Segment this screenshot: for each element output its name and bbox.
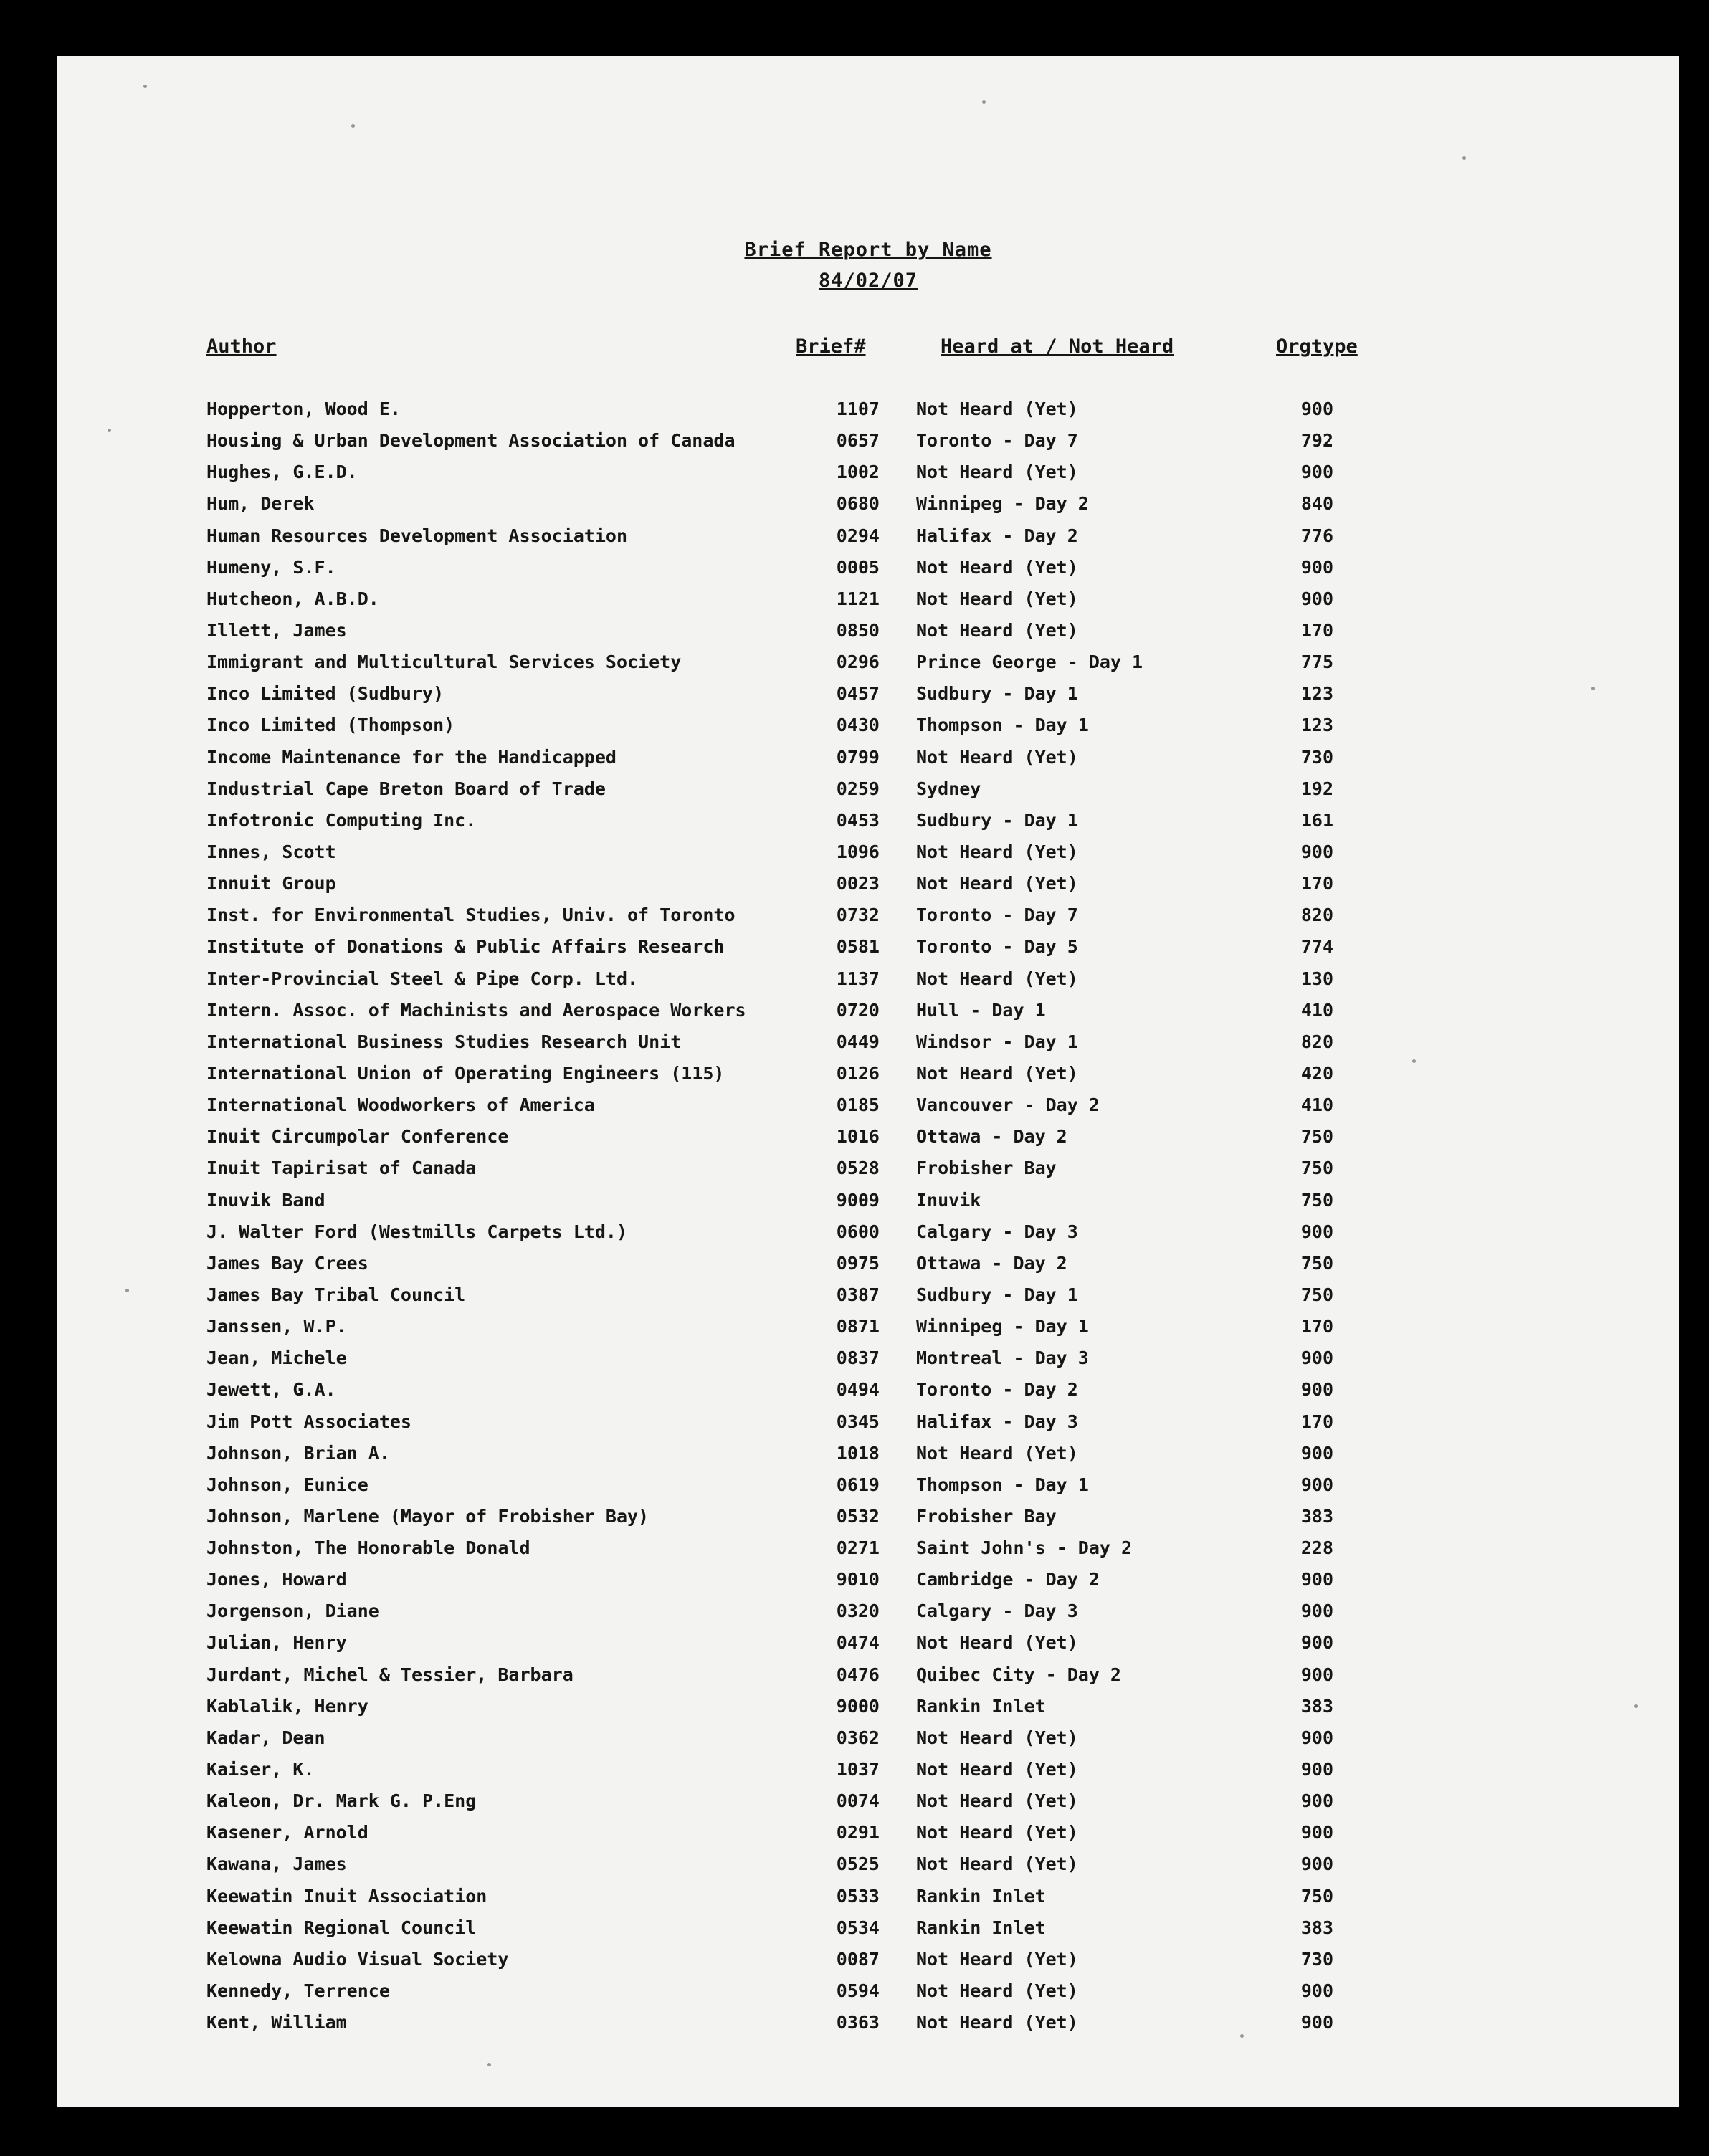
brief-number-cell: 0850 xyxy=(836,619,880,641)
author-cell: Inter-Provincial Steel & Pipe Corp. Ltd. xyxy=(206,968,639,989)
brief-number-cell: 0525 xyxy=(836,1854,880,1875)
author-cell: Jurdant, Michel & Tessier, Barbara xyxy=(206,1664,573,1685)
heard-location-cell: Not Heard (Yet) xyxy=(916,1442,1078,1464)
noise-speck xyxy=(1462,156,1466,160)
table-row xyxy=(57,1912,1679,1943)
table-row xyxy=(57,2006,1679,2038)
heard-location-cell: Frobisher Bay xyxy=(916,1505,1057,1527)
brief-number-cell: 0087 xyxy=(836,1948,880,1970)
brief-number-cell: 0457 xyxy=(836,683,880,705)
orgtype-cell: 192 xyxy=(1300,778,1333,799)
heard-location-cell: Not Heard (Yet) xyxy=(916,1980,1078,2002)
table-row xyxy=(57,1089,1679,1120)
table-row xyxy=(57,1216,1679,1247)
orgtype-cell: 170 xyxy=(1300,1411,1333,1432)
heard-location-cell: Not Heard (Yet) xyxy=(916,1632,1078,1654)
heard-location-cell: Not Heard (Yet) xyxy=(916,399,1078,419)
heard-location-cell: Calgary - Day 3 xyxy=(916,1601,1078,1622)
orgtype-cell: 730 xyxy=(1300,1948,1333,1970)
brief-number-cell: 0657 xyxy=(836,430,880,452)
brief-number-cell: 0533 xyxy=(836,1885,880,1907)
table-row xyxy=(57,1184,1679,1216)
table-row xyxy=(57,424,1679,456)
brief-number-cell: 0320 xyxy=(836,1601,880,1622)
author-cell: International Woodworkers of America xyxy=(206,1094,595,1116)
orgtype-cell: 228 xyxy=(1300,1537,1333,1559)
brief-number-cell: 1002 xyxy=(836,462,880,483)
brief-number-cell: 0594 xyxy=(836,1980,880,2002)
table-row xyxy=(57,456,1679,487)
orgtype-cell: 750 xyxy=(1300,1885,1333,1907)
table-row xyxy=(57,1626,1679,1658)
orgtype-cell: 750 xyxy=(1300,1284,1333,1305)
heard-location-cell: Winnipeg - Day 1 xyxy=(916,1316,1089,1337)
heard-location-cell: Montreal - Day 3 xyxy=(916,1348,1089,1369)
table-row xyxy=(57,1532,1679,1563)
brief-number-cell: 0532 xyxy=(836,1505,880,1527)
heard-location-cell: Not Heard (Yet) xyxy=(916,1727,1078,1748)
brief-number-cell: 0363 xyxy=(836,2012,880,2033)
orgtype-cell: 900 xyxy=(1300,1854,1333,1875)
heard-location-cell: Not Heard (Yet) xyxy=(916,1822,1078,1843)
orgtype-cell: 900 xyxy=(1300,1348,1333,1369)
author-cell: Keewatin Regional Council xyxy=(206,1917,477,1938)
brief-list xyxy=(57,393,1679,2038)
brief-number-cell: 0837 xyxy=(836,1348,880,1369)
author-cell: Jim Pott Associates xyxy=(206,1411,411,1432)
heard-location-cell: Halifax - Day 3 xyxy=(916,1411,1078,1432)
orgtype-cell: 900 xyxy=(1300,1632,1333,1654)
brief-number-cell: 0185 xyxy=(836,1094,880,1116)
orgtype-cell: 123 xyxy=(1300,715,1333,736)
table-row xyxy=(57,963,1679,994)
author-cell: Innuit Group xyxy=(206,873,336,895)
table-row xyxy=(57,1975,1679,2006)
brief-number-cell: 1016 xyxy=(836,1126,880,1148)
brief-number-cell: 0387 xyxy=(836,1284,880,1305)
author-cell: Illett, James xyxy=(206,619,347,641)
brief-number-cell: 0975 xyxy=(836,1252,880,1274)
orgtype-cell: 900 xyxy=(1300,1790,1333,1812)
heard-location-cell: Not Heard (Yet) xyxy=(916,588,1078,609)
orgtype-cell: 840 xyxy=(1300,493,1333,515)
orgtype-cell: 900 xyxy=(1300,556,1333,578)
table-row xyxy=(57,804,1679,836)
author-cell: Inuit Circumpolar Conference xyxy=(206,1126,509,1148)
heard-location-cell: Not Heard (Yet) xyxy=(916,556,1078,578)
table-row xyxy=(57,1690,1679,1722)
author-cell: Johnson, Eunice xyxy=(206,1474,368,1495)
author-cell: Jones, Howard xyxy=(206,1569,347,1590)
heard-location-cell: Not Heard (Yet) xyxy=(916,746,1078,768)
heard-location-cell: Not Heard (Yet) xyxy=(916,1790,1078,1812)
heard-location-cell: Not Heard (Yet) xyxy=(916,873,1078,895)
document-page xyxy=(57,56,1679,2107)
table-row xyxy=(57,551,1679,583)
orgtype-cell: 900 xyxy=(1300,1822,1333,1843)
heard-location-cell: Rankin Inlet xyxy=(916,1885,1046,1907)
table-row xyxy=(57,1120,1679,1152)
table-row xyxy=(57,1406,1679,1437)
table-row xyxy=(57,1659,1679,1690)
author-cell: Hopperton, Wood E. xyxy=(206,399,401,419)
orgtype-cell: 750 xyxy=(1300,1158,1333,1179)
brief-number-cell: 0494 xyxy=(836,1379,880,1401)
heard-location-cell: Not Heard (Yet) xyxy=(916,1948,1078,1970)
brief-number-cell: 0732 xyxy=(836,905,880,926)
author-cell: Income Maintenance for the Handicapped xyxy=(206,746,617,768)
brief-number-cell: 1018 xyxy=(836,1442,880,1464)
orgtype-cell: 730 xyxy=(1300,746,1333,768)
heard-location-cell: Saint John's - Day 2 xyxy=(916,1537,1133,1559)
heard-location-cell: Cambridge - Day 2 xyxy=(916,1569,1100,1590)
table-row xyxy=(57,1247,1679,1279)
table-row xyxy=(57,614,1679,646)
author-cell: Inuit Tapirisat of Canada xyxy=(206,1158,477,1179)
heard-location-cell: Toronto - Day 5 xyxy=(916,936,1078,958)
table-row xyxy=(57,1500,1679,1532)
heard-location-cell: Quibec City - Day 2 xyxy=(916,1664,1121,1685)
author-cell: Inco Limited (Sudbury) xyxy=(206,683,444,705)
table-row xyxy=(57,1057,1679,1089)
brief-number-cell: 0074 xyxy=(836,1790,880,1812)
heard-location-cell: Thompson - Day 1 xyxy=(916,715,1089,736)
brief-number-cell: 1107 xyxy=(836,399,880,419)
brief-number-cell: 1096 xyxy=(836,841,880,862)
heard-location-cell: Sudbury - Day 1 xyxy=(916,809,1078,831)
orgtype-cell: 410 xyxy=(1300,1094,1333,1116)
orgtype-cell: 900 xyxy=(1300,841,1333,862)
heard-location-cell: Ottawa - Day 2 xyxy=(916,1252,1067,1274)
table-row xyxy=(57,487,1679,519)
brief-number-cell: 0619 xyxy=(836,1474,880,1495)
table-row xyxy=(57,1943,1679,1975)
author-cell: Kent, William xyxy=(206,2012,347,2033)
orgtype-cell: 900 xyxy=(1300,1379,1333,1401)
table-row xyxy=(57,677,1679,709)
brief-number-cell: 9009 xyxy=(836,1189,880,1211)
heard-location-cell: Toronto - Day 2 xyxy=(916,1379,1078,1401)
author-cell: Janssen, W.P. xyxy=(206,1316,347,1337)
orgtype-cell: 900 xyxy=(1300,1664,1333,1685)
table-row xyxy=(57,1563,1679,1595)
brief-number-cell: 0362 xyxy=(836,1727,880,1748)
orgtype-cell: 170 xyxy=(1300,873,1333,895)
heard-location-cell: Sudbury - Day 1 xyxy=(916,1284,1078,1305)
heard-location-cell: Not Heard (Yet) xyxy=(916,841,1078,862)
heard-location-cell: Rankin Inlet xyxy=(916,1695,1046,1717)
table-row xyxy=(57,1437,1679,1469)
table-row xyxy=(57,1785,1679,1816)
table-row xyxy=(57,1595,1679,1626)
author-cell: James Bay Tribal Council xyxy=(206,1284,466,1305)
author-cell: Julian, Henry xyxy=(206,1632,347,1654)
heard-location-cell: Toronto - Day 7 xyxy=(916,430,1078,452)
orgtype-cell: 900 xyxy=(1300,2012,1333,2033)
orgtype-cell: 900 xyxy=(1300,1759,1333,1780)
author-cell: Immigrant and Multicultural Services Society xyxy=(206,652,682,673)
brief-number-cell: 1037 xyxy=(836,1759,880,1780)
heard-location-cell: Not Heard (Yet) xyxy=(916,1854,1078,1875)
heard-location-cell: Inuvik xyxy=(916,1189,981,1211)
brief-number-cell: 0005 xyxy=(836,556,880,578)
orgtype-cell: 900 xyxy=(1300,1442,1333,1464)
heard-location-cell: Sudbury - Day 1 xyxy=(916,683,1078,705)
heard-location-cell: Not Heard (Yet) xyxy=(916,1062,1078,1084)
author-cell: J. Walter Ford (Westmills Carpets Ltd.) xyxy=(206,1221,627,1242)
orgtype-cell: 123 xyxy=(1300,683,1333,705)
author-cell: Jean, Michele xyxy=(206,1348,347,1369)
orgtype-cell: 900 xyxy=(1300,462,1333,483)
orgtype-cell: 820 xyxy=(1300,905,1333,926)
table-row xyxy=(57,583,1679,614)
author-cell: Industrial Cape Breton Board of Trade xyxy=(206,778,606,799)
author-cell: Kablalik, Henry xyxy=(206,1695,368,1717)
brief-number-cell: 0271 xyxy=(836,1537,880,1559)
orgtype-cell: 900 xyxy=(1300,588,1333,609)
orgtype-cell: 420 xyxy=(1300,1062,1333,1084)
brief-number-cell: 0430 xyxy=(836,715,880,736)
orgtype-cell: 776 xyxy=(1300,525,1333,546)
table-row xyxy=(57,646,1679,677)
orgtype-cell: 130 xyxy=(1300,968,1333,989)
orgtype-cell: 383 xyxy=(1300,1505,1333,1527)
table-row xyxy=(57,1279,1679,1310)
brief-number-cell: 0294 xyxy=(836,525,880,546)
author-cell: Johnson, Brian A. xyxy=(206,1442,390,1464)
author-cell: Innes, Scott xyxy=(206,841,336,862)
table-row xyxy=(57,1753,1679,1785)
author-cell: Housing & Urban Development Association of Canada xyxy=(206,430,736,452)
table-row xyxy=(57,1373,1679,1405)
author-cell: Keewatin Inuit Association xyxy=(206,1885,487,1907)
author-cell: International Union of Operating Engineers (115) xyxy=(206,1062,725,1084)
brief-number-cell: 0600 xyxy=(836,1221,880,1242)
author-cell: International Business Studies Research Unit xyxy=(206,1031,682,1052)
brief-number-cell: 0581 xyxy=(836,936,880,958)
orgtype-cell: 383 xyxy=(1300,1917,1333,1938)
brief-number-cell: 0126 xyxy=(836,1062,880,1084)
noise-speck xyxy=(487,2063,491,2066)
table-row xyxy=(57,1152,1679,1183)
table-row xyxy=(57,836,1679,867)
table-row xyxy=(57,1026,1679,1057)
noise-speck xyxy=(982,100,986,104)
orgtype-cell: 900 xyxy=(1300,1601,1333,1622)
orgtype-cell: 750 xyxy=(1300,1252,1333,1274)
brief-number-cell: 0259 xyxy=(836,778,880,799)
heard-location-cell: Not Heard (Yet) xyxy=(916,1759,1078,1780)
author-cell: Jorgenson, Diane xyxy=(206,1601,379,1622)
author-cell: Institute of Donations & Public Affairs Research xyxy=(206,936,725,958)
brief-number-cell: 0345 xyxy=(836,1411,880,1432)
orgtype-cell: 775 xyxy=(1300,652,1333,673)
orgtype-cell: 900 xyxy=(1300,1727,1333,1748)
brief-number-cell: 0528 xyxy=(836,1158,880,1179)
orgtype-cell: 161 xyxy=(1300,809,1333,831)
table-row xyxy=(57,1469,1679,1500)
brief-number-cell: 0296 xyxy=(836,652,880,673)
author-cell: Kaleon, Dr. Mark G. P.Eng xyxy=(206,1790,477,1812)
heard-location-cell: Ottawa - Day 2 xyxy=(916,1126,1067,1148)
heard-location-cell: Not Heard (Yet) xyxy=(916,619,1078,641)
author-cell: Infotronic Computing Inc. xyxy=(206,809,477,831)
table-row xyxy=(57,709,1679,740)
orgtype-cell: 410 xyxy=(1300,999,1333,1021)
orgtype-cell: 900 xyxy=(1300,1569,1333,1590)
table-row xyxy=(57,393,1679,424)
table-row xyxy=(57,867,1679,899)
orgtype-cell: 900 xyxy=(1300,399,1333,419)
orgtype-cell: 900 xyxy=(1300,1980,1333,2002)
table-row xyxy=(57,1880,1679,1912)
heard-location-cell: Prince George - Day 1 xyxy=(916,652,1143,673)
orgtype-cell: 750 xyxy=(1300,1126,1333,1148)
heard-location-cell: Halifax - Day 2 xyxy=(916,525,1078,546)
table-row xyxy=(57,520,1679,551)
column-header-author: Author xyxy=(206,335,277,358)
author-cell: Kaiser, K. xyxy=(206,1759,315,1780)
heard-location-cell: Not Heard (Yet) xyxy=(916,462,1078,483)
table-row xyxy=(57,1342,1679,1373)
author-cell: James Bay Crees xyxy=(206,1252,368,1274)
orgtype-cell: 170 xyxy=(1300,619,1333,641)
author-cell: Johnson, Marlene (Mayor of Frobisher Bay) xyxy=(206,1505,649,1527)
heard-location-cell: Hull - Day 1 xyxy=(916,999,1046,1021)
orgtype-cell: 900 xyxy=(1300,1221,1333,1242)
table-row xyxy=(57,773,1679,804)
author-cell: Kennedy, Terrence xyxy=(206,1980,390,2002)
report-title: Brief Report by Name xyxy=(744,239,992,261)
orgtype-cell: 792 xyxy=(1300,430,1333,452)
brief-number-cell: 1137 xyxy=(836,968,880,989)
brief-number-cell: 0680 xyxy=(836,493,880,515)
brief-number-cell: 0476 xyxy=(836,1664,880,1685)
author-cell: Inuvik Band xyxy=(206,1189,325,1211)
heard-location-cell: Frobisher Bay xyxy=(916,1158,1057,1179)
brief-number-cell: 0453 xyxy=(836,809,880,831)
author-cell: Hughes, G.E.D. xyxy=(206,462,358,483)
orgtype-cell: 750 xyxy=(1300,1189,1333,1211)
author-cell: Inst. for Environmental Studies, Univ. of Toronto xyxy=(206,905,736,926)
author-cell: Hum, Derek xyxy=(206,493,315,515)
brief-number-cell: 9010 xyxy=(836,1569,880,1590)
column-header-orgtype: Orgtype xyxy=(1276,335,1358,358)
brief-number-cell: 0023 xyxy=(836,873,880,895)
table-row xyxy=(57,741,1679,773)
table-row xyxy=(57,1816,1679,1848)
heard-location-cell: Not Heard (Yet) xyxy=(916,2012,1078,2033)
brief-number-cell: 0449 xyxy=(836,1031,880,1052)
heard-location-cell: Not Heard (Yet) xyxy=(916,968,1078,989)
table-row xyxy=(57,1848,1679,1879)
brief-number-cell: 9000 xyxy=(836,1695,880,1717)
orgtype-cell: 383 xyxy=(1300,1695,1333,1717)
table-row xyxy=(57,899,1679,930)
orgtype-cell: 170 xyxy=(1300,1316,1333,1337)
table-row xyxy=(57,930,1679,962)
author-cell: Inco Limited (Thompson) xyxy=(206,715,455,736)
column-header-heard: Heard at / Not Heard xyxy=(941,335,1174,358)
noise-speck xyxy=(143,85,147,88)
table-row xyxy=(57,1310,1679,1342)
brief-number-cell: 0799 xyxy=(836,746,880,768)
author-cell: Kawana, James xyxy=(206,1854,347,1875)
heard-location-cell: Vancouver - Day 2 xyxy=(916,1094,1100,1116)
author-cell: Humeny, S.F. xyxy=(206,556,336,578)
column-header-brief: Brief# xyxy=(796,335,866,358)
table-row xyxy=(57,1722,1679,1753)
brief-number-cell: 0534 xyxy=(836,1917,880,1938)
author-cell: Kasener, Arnold xyxy=(206,1822,368,1843)
heard-location-cell: Sydney xyxy=(916,778,981,799)
heard-location-cell: Windsor - Day 1 xyxy=(916,1031,1078,1052)
orgtype-cell: 900 xyxy=(1300,1474,1333,1495)
author-cell: Human Resources Development Association xyxy=(206,525,627,546)
report-date: 84/02/07 xyxy=(818,270,918,292)
noise-speck xyxy=(351,124,355,128)
author-cell: Hutcheon, A.B.D. xyxy=(206,588,379,609)
heard-location-cell: Thompson - Day 1 xyxy=(916,1474,1089,1495)
heard-location-cell: Toronto - Day 7 xyxy=(916,905,1078,926)
table-row xyxy=(57,994,1679,1026)
author-cell: Johnston, The Honorable Donald xyxy=(206,1537,530,1559)
brief-number-cell: 1121 xyxy=(836,588,880,609)
brief-number-cell: 0720 xyxy=(836,999,880,1021)
orgtype-cell: 774 xyxy=(1300,936,1333,958)
heard-location-cell: Rankin Inlet xyxy=(916,1917,1046,1938)
author-cell: Jewett, G.A. xyxy=(206,1379,336,1401)
brief-number-cell: 0871 xyxy=(836,1316,880,1337)
author-cell: Kadar, Dean xyxy=(206,1727,325,1748)
heard-location-cell: Calgary - Day 3 xyxy=(916,1221,1078,1242)
author-cell: Intern. Assoc. of Machinists and Aerospace Workers xyxy=(206,999,746,1021)
author-cell: Kelowna Audio Visual Society xyxy=(206,1948,509,1970)
orgtype-cell: 820 xyxy=(1300,1031,1333,1052)
heard-location-cell: Winnipeg - Day 2 xyxy=(916,493,1089,515)
brief-number-cell: 0291 xyxy=(836,1822,880,1843)
brief-number-cell: 0474 xyxy=(836,1632,880,1654)
